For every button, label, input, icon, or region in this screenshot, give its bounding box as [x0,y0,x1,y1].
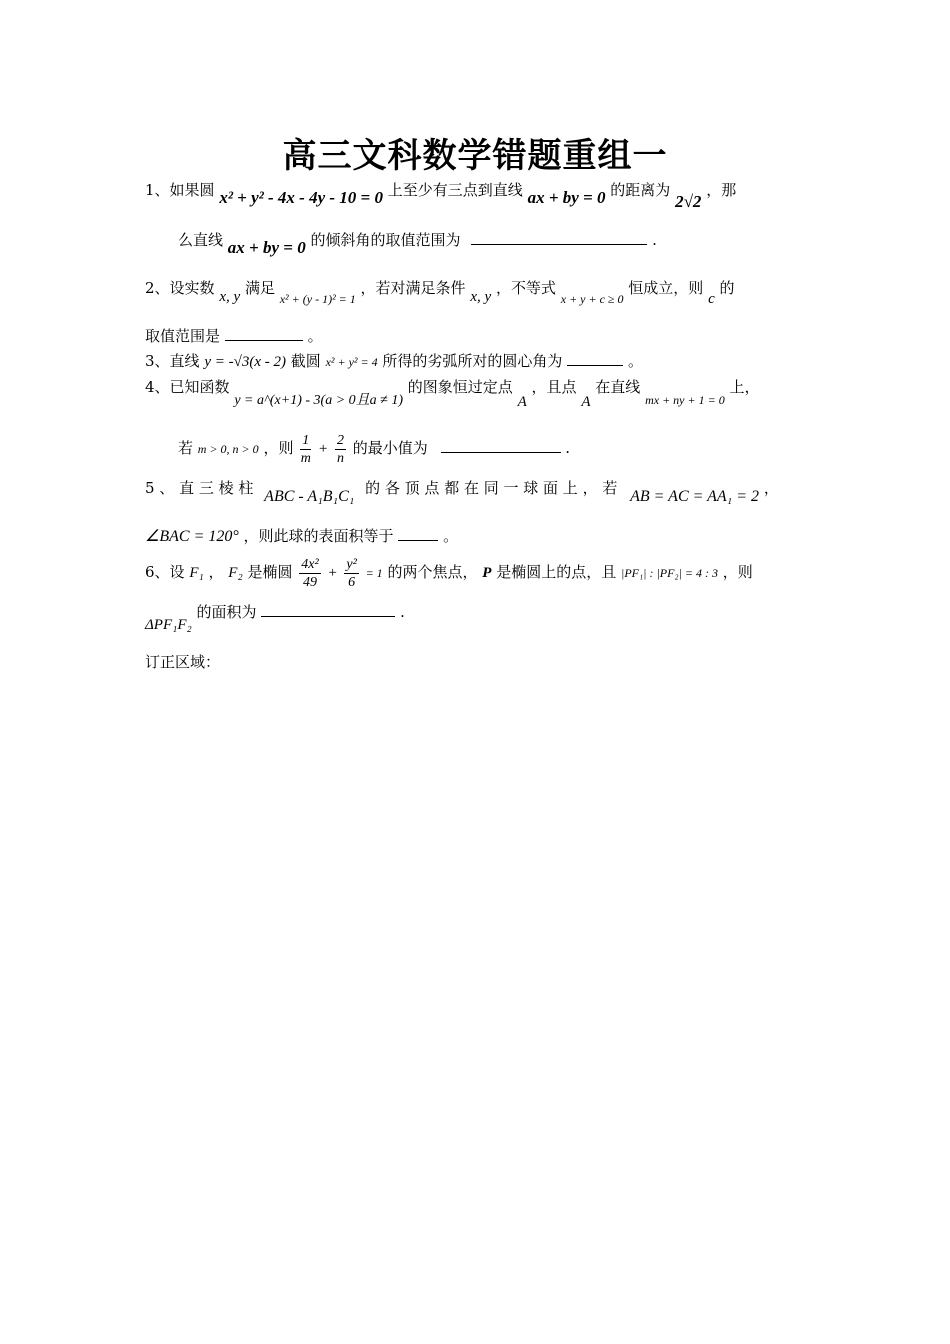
q6-equals-one: = 1 [365,566,383,580]
question-5-line-1 [145,478,779,505]
q4-point-a: A [517,394,527,410]
q2-vars-2: x, y [470,289,492,305]
q4-fraction-2-numerator: 2 [336,432,344,448]
question-1-line-1 [145,180,737,211]
q1-line-equation: ax + by = 0 [527,188,606,207]
q5-answer-blank[interactable] [398,526,438,541]
q3-answer-blank[interactable] [567,351,623,366]
q4-fraction-1-denominator: m [300,450,311,466]
q4-line-equation: mx + ny + 1 = 0 [645,393,725,407]
q4-answer-blank[interactable] [441,438,561,453]
q2-c-var: c [708,291,715,307]
q1-tail: ，那 [706,181,737,199]
question-5-line-2 [145,526,458,547]
q1-line2-equation: ax + by = 0 [227,238,306,257]
q2-vars: x, y [219,289,241,305]
q1-line2-text: 的倾斜角的取值范围为 [310,231,461,249]
q2-inequality-text: ，不等式 [495,279,556,297]
q4-tail: 上， [729,378,760,396]
q4-prefix: 4、已知函数 [145,378,230,396]
q2-tail-1: 恒成立，则 [628,279,704,297]
q2-prefix: 2、设实数 [145,279,215,297]
q6-ellipse-text: 是椭圆 [247,563,293,581]
q5-comma: ， [763,479,779,497]
question-4-line-1 [145,377,760,410]
q2-line2-text: 取值范围是 [145,327,221,345]
q6-plus: + [327,565,338,581]
q4-end: . [565,439,571,457]
q4-point-a-2: A [581,394,591,410]
q2-mid: ，若对满足条件 [360,279,466,297]
q6-point-p: P [482,565,492,581]
q6-triangle: ΔPF₁F₂ [145,617,192,633]
q6-fraction-1 [299,556,320,591]
correction-area-label: 订正区域： [145,653,221,671]
q1-circle-equation: x² + y² - 4x - 4y - 10 = 0 [219,188,383,207]
q2-cond-text: 满足 [244,279,275,297]
q6-mid-2: 是椭圆上的点，且 [496,563,617,581]
question-2-line-1 [145,278,735,307]
q6-fraction-2 [344,556,358,591]
q4-mid-3: 在直线 [595,378,641,396]
q1-mid-text: 上至少有三点到直线 [387,181,523,199]
q5-end: 。 [443,527,459,545]
q6-prefix: 6、设 [145,563,185,581]
question-2-line-2 [145,326,323,346]
q6-f1: F₁ [189,565,204,581]
question-1-line-2 [178,230,657,257]
q6-mid: 的两个焦点， [387,563,478,581]
q4-condition: m > 0, n > 0 [197,442,259,456]
q4-mid: 的图象恒过定点 [407,378,513,396]
q4-fraction-2-denominator: n [336,450,344,466]
q6-fraction-2-numerator: y² [346,556,357,572]
question-4-line-2 [178,428,570,469]
q3-circle-equation: x² + y² = 4 [325,355,378,369]
q6-fraction-1-numerator: 4x² [301,556,319,572]
q4-mid-2: ，且点 [531,378,577,396]
q6-sep: ， [208,563,224,581]
q1-line2-end: . [652,231,657,249]
q6-fraction-1-denominator: 49 [302,574,317,590]
q3-prefix: 3、直线 [145,352,200,370]
q6-f2: F₂ [228,565,243,581]
q5-condition: AB = AC = AA₁ = 2 [630,488,760,505]
q5-prism: ABC - A₁B₁C₁ [264,488,355,505]
q4-function: y = a^(x+1) - 3(a > 0且a ≠ 1) [234,393,403,408]
q4-then: ，则 [263,439,294,457]
q6-fraction-2-denominator: 6 [348,574,356,590]
q6-line2-end: . [400,603,405,621]
q6-answer-blank[interactable] [261,602,395,617]
q1-prefix: 1、如果圆 [145,181,215,199]
q3-end: 。 [627,352,643,370]
q1-distance-value: 2√2 [675,192,702,211]
q3-rest: 所得的劣弧所对的圆心角为 [382,352,563,370]
q1-distance-text: 的距离为 [610,181,671,199]
question-6-line-2 [145,602,405,633]
q1-line2-prefix: 么直线 [178,231,224,249]
q4-fraction-1 [300,432,311,467]
q2-line2-end: 。 [307,327,323,345]
q5-rest: ，则此球的表面积等于 [243,527,394,545]
q6-tail: ，则 [722,563,753,581]
question-3-line [145,351,643,372]
q6-line2-text: 的面积为 [196,603,257,621]
q3-line-equation: y = -√3(x - 2) [204,354,286,370]
q4-plus: + [318,441,329,457]
q4-fraction-2 [335,432,346,467]
q4-line2-prefix: 若 [178,439,194,457]
q3-cut-text: 截圆 [290,352,321,370]
q5-prefix: 5 、 直 三 棱 柱 [145,479,254,497]
q5-mid: 的 各 顶 点 都 在 同 一 球 面 上 ， 若 [365,479,618,497]
q4-fraction-1-numerator: 1 [302,432,310,448]
q5-angle: ∠BAC = 120° [145,528,239,545]
page-title: 高三文科数学错题重组一 [282,136,668,176]
q2-inequality: x + y + c ≥ 0 [560,292,624,306]
q1-answer-blank[interactable] [471,230,647,245]
q6-ratio: |PF₁| : |PF₂| = 4 : 3 [621,566,718,580]
q2-condition-equation: x² + (y - 1)² = 1 [279,292,356,306]
q4-min-text: 的最小值为 [352,439,428,457]
q2-answer-blank[interactable] [225,326,303,341]
question-6-line-1 [145,552,753,593]
q2-tail-2: 的 [719,279,735,297]
